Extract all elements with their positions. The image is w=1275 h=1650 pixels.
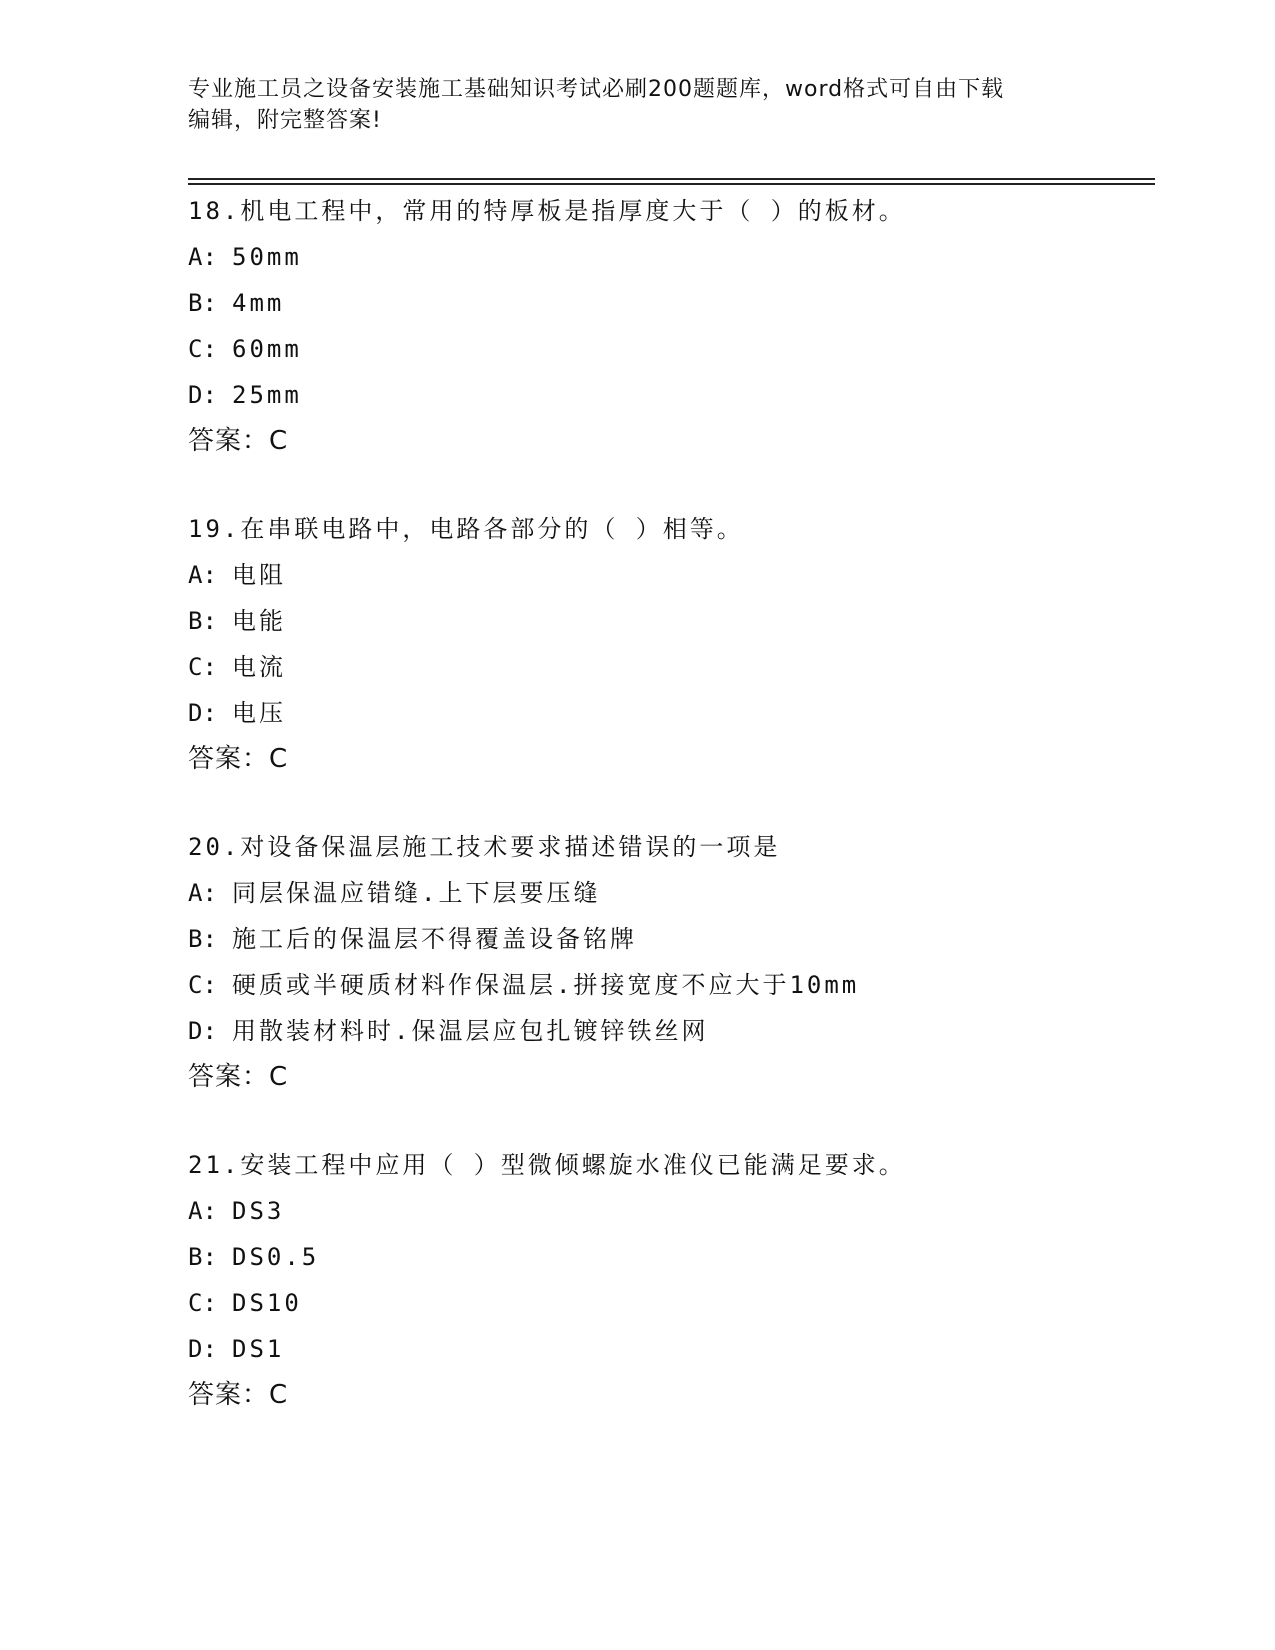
option-letter: A: [188, 1197, 217, 1225]
option-letter: C: [188, 1289, 217, 1317]
option-letter: C: [188, 335, 217, 363]
question-block [188, 506, 1148, 782]
option-letter: D: [188, 699, 217, 727]
answer-line: 答案：C [188, 744, 289, 774]
answer-line: 答案：C [188, 426, 289, 456]
option-b [188, 1234, 1148, 1280]
option-text: 电压 [232, 699, 286, 727]
document-header [188, 74, 1088, 136]
option-text: DS10 [232, 1289, 302, 1317]
option-text: 同层保温应错缝.上下层要压缝 [232, 879, 601, 907]
option-letter: C: [188, 971, 217, 999]
question-stem: 18.机电工程中，常用的特厚板是指厚度大于（ ）的板材。 [188, 197, 906, 225]
option-letter: B: [188, 1243, 217, 1271]
header-divider-bottom [188, 183, 1155, 185]
option-text: 4mm [232, 289, 285, 317]
option-letter: A: [188, 561, 217, 589]
option-letter: D: [188, 1335, 217, 1363]
option-text: 50mm [232, 243, 302, 271]
question-block [188, 824, 1148, 1100]
option-letter: D: [188, 381, 217, 409]
option-d [188, 690, 1148, 736]
option-text: 25mm [232, 381, 302, 409]
option-letter: B: [188, 289, 217, 317]
question-stem: 19.在串联电路中，电路各部分的（ ）相等。 [188, 515, 744, 543]
option-b [188, 916, 1148, 962]
question-stem: 20.对设备保温层施工技术要求描述错误的一项是 [188, 833, 781, 861]
option-letter: C: [188, 653, 217, 681]
option-a [188, 870, 1148, 916]
option-b [188, 280, 1148, 326]
option-d [188, 1008, 1148, 1054]
option-a [188, 234, 1148, 280]
option-text: 用散装材料时.保温层应包扎镀锌铁丝网 [232, 1017, 709, 1045]
question-block [188, 188, 1148, 464]
option-text: DS1 [232, 1335, 285, 1363]
option-d [188, 1326, 1148, 1372]
header-line-2: 编辑，附完整答案! [188, 108, 382, 133]
option-c [188, 644, 1148, 690]
answer-line: 答案：C [188, 1062, 289, 1092]
option-b [188, 598, 1148, 644]
answer-line: 答案：C [188, 1380, 289, 1410]
option-letter: D: [188, 1017, 217, 1045]
option-text: DS3 [232, 1197, 285, 1225]
option-d [188, 372, 1148, 418]
option-c [188, 962, 1148, 1008]
option-letter: A: [188, 879, 217, 907]
option-letter: B: [188, 607, 217, 635]
option-text: 60mm [232, 335, 302, 363]
option-letter: B: [188, 925, 217, 953]
option-letter: A: [188, 243, 217, 271]
header-divider-top [188, 178, 1155, 180]
option-a [188, 1188, 1148, 1234]
header-line-1: 专业施工员之设备安装施工基础知识考试必刷200题题库，word格式可自由下载 [188, 77, 1005, 102]
option-text: DS0.5 [232, 1243, 320, 1271]
option-text: 电阻 [232, 561, 286, 589]
option-text: 施工后的保温层不得覆盖设备铭牌 [232, 925, 637, 953]
option-text: 电流 [232, 653, 286, 681]
question-block [188, 1142, 1148, 1418]
option-c [188, 1280, 1148, 1326]
question-stem: 21.安装工程中应用（ ）型微倾螺旋水准仪已能满足要求。 [188, 1151, 906, 1179]
option-text: 电能 [232, 607, 286, 635]
option-text: 硬质或半硬质材料作保温层.拼接宽度不应大于10mm [232, 971, 860, 999]
option-a [188, 552, 1148, 598]
option-c [188, 326, 1148, 372]
